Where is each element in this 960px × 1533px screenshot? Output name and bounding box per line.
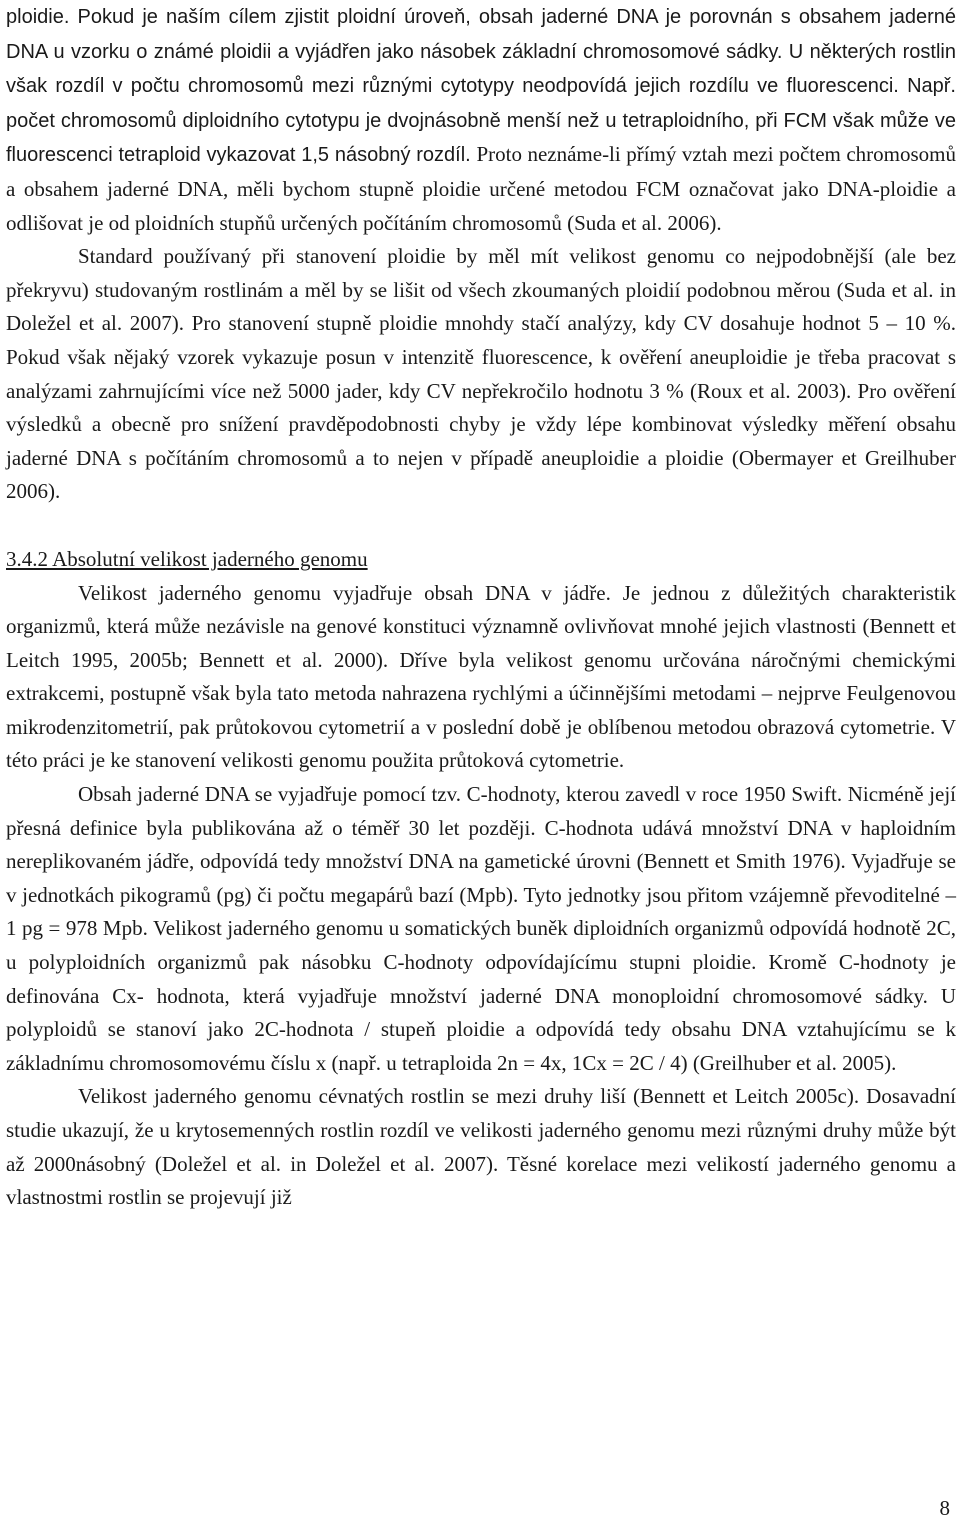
paragraph-text-serif: Proto neznáme-li přímý vztah mezi počtem chromosomů a obsahem jaderné DNA, měli bychom stupně ploidie určené metodou FCM označovat jako DNA-ploidie a odlišovat je od ploidních stupňů určených počítáním chromosomů (Suda et al. 2006). [6, 142, 956, 235]
paragraph-c-value [6, 778, 956, 1080]
section-heading: 3.4.2 Absolutní velikost jaderného genomu [6, 546, 368, 571]
document-page [6, 0, 956, 1215]
paragraph-standard [6, 240, 956, 509]
paragraph-text: Velikost jaderného genomu cévnatých rostlin se mezi druhy liší (Bennett et Leitch 2005c). Dosavadní studie ukazují, že u krytosemenných rostlin rozdíl ve velikosti jaderného genomu mezi různými druhy může být až 2000násobný (Doležel et al. in Doležel et al. 2007). Těsné korelace mezi velikostí jaderného genomu a vlastnostmi rostlin se projevují již [6, 1084, 956, 1210]
page-number: 8 [939, 1496, 950, 1520]
paragraph-vascular-plants [6, 1080, 956, 1214]
spacer [6, 509, 956, 543]
paragraph-text: Velikost jaderného genomu vyjadřuje obsah DNA v jádře. Je jednou z důležitých charakteristik organizmů, která může nezávisle na genové konstituci významně ovlivňovat mnohé jejich vlastnosti (Bennett et Leitch 1995, 2005b; Bennett et al. 2000). Dříve byla velikost genomu určována náročnými chemickými extrakcemi, postupně však byla tato metoda nahrazena rychlými a účinnějšími metodami – nejprve Feulgenovou mikrodenzitometrií, pak průtokovou cytometrií a v poslední době je oblíbenou metodou obrazová cytometrie. V této práci je ke stanovení velikosti genomu použita průtoková cytometrie. [6, 580, 956, 773]
paragraph-ploidy-comparison [6, 0, 956, 240]
paragraph-text: Standard používaný při stanovení ploidie by měl mít velikost genomu co nejpodobnější (ale bez překryvu) studovaným rostlinám a měl by se lišit od všech zkoumaných ploidií podobnou měrou (Suda et al. in Doležel et al. 2007). Pro stanovení stupně ploidie mnohdy stačí analýzy, kdy CV dosahuje hodnot 5 – 10 %. Pokud však nějaký vzorek vykazuje posun v intenzitě fluorescence, k ověření aneuploidie je třeba pracovat s analýzami zahrnujícími více než 5000 jader, kdy CV nepřekročilo hodnotu 3 % (Roux et al. 2003). Pro ověření výsledků a obecně pro snížení pravděpodobnosti chyby je vždy lépe kombinovat výsledky měření obsahu jaderné DNA s počítáním chromosomů a to nejen v případě aneuploidie a ploidie (Obermayer et Greilhuber 2006). [6, 244, 956, 504]
paragraph-text: Obsah jaderné DNA se vyjadřuje pomocí tzv. C-hodnoty, kterou zavedl v roce 1950 Swift. Nicméně její přesná definice byla publikována až o téměř 30 let později. C-hodnota udává množství DNA v haploidním nereplikovaném jádře, odpovídá tedy množství DNA na gametické úrovni (Bennett et Smith 1976). Vyjadřuje se v jednotkách pikogramů (pg) či počtu megapárů bazí (Mpb). Tyto jednotky jsou přitom vzájemně převoditelné – 1 pg = 978 Mpb. Velikost jaderného genomu u somatických buněk diploidních organizmů odpovídá hodnotě 2C, u polyploidních organizmů pak násobku C-hodnoty odpovídajícímu stupni ploidie. Kromě C-hodnoty je definována Cx- hodnota, která vyjadřuje množství jaderné DNA monoploidní chromosomové sádky. U polyploidů se stanoví jako 2C-hodnota / stupeň ploidie a odpovídá tedy obsahu DNA vztahujícímu se k základnímu chromosomovému číslu x (např. u tetraploida 2n = 4x, 1Cx = 2C / 4) (Greilhuber et al. 2005). [6, 782, 956, 1075]
paragraph-genome-size [6, 577, 956, 779]
paragraph-text-sans: ploidie. Pokud je naším cílem zjistit ploidní úroveň, obsah jaderné DNA je porovnán s obsahem jaderné DNA u vzorku o známé ploidii a vyjádřen jako násobek základní chromosomové sádky. U některých rostlin však rozdíl v počtu chromosomů mezi různými cytotypy neodpovídá jejich rozdílu ve fluorescenci. Např. počet chromosomů diploidního cytotypu je dvojnásobně menší než u tetraploidního, při FCM však může ve fluorescenci tetraploid vykazovat 1,5 násobný rozdíl. [6, 6, 956, 167]
